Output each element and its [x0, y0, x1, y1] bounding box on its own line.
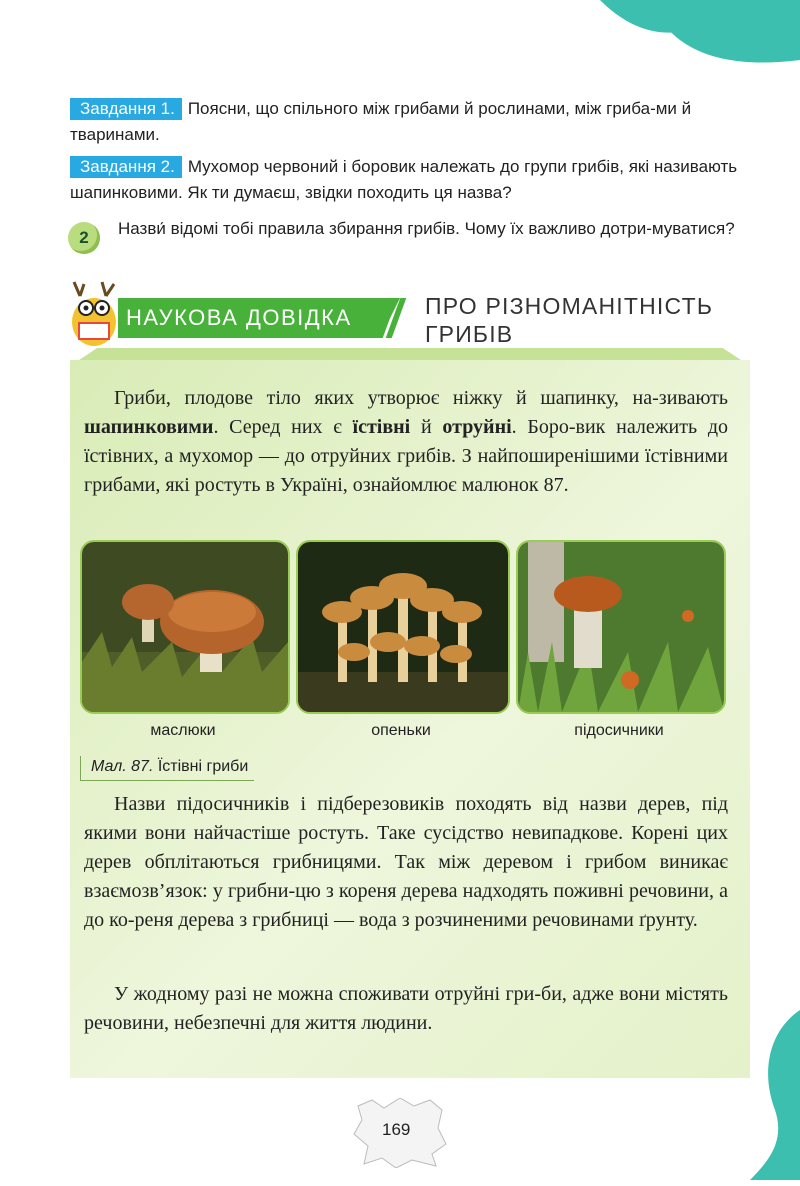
task-1-text: Поясни, що спільного між грибами й рослинами, між гриба-ми й тваринами. — [70, 99, 692, 144]
teal-splash-top — [560, 0, 800, 90]
figure-caption — [80, 756, 254, 781]
question-number: 2 — [79, 228, 89, 247]
task-2 — [70, 154, 740, 206]
task-2-label: Завдання 2. — [70, 156, 182, 178]
paragraph-1-text: . Серед них є — [213, 416, 353, 438]
question-text: Назви́ відомі тобі правила збирання грибів. Чому їх важливо дотри-муватися? — [118, 219, 735, 238]
photo-maslyuky — [80, 540, 290, 714]
paragraph-2: Назви підосичників і підберезовиків походять від назви дерев, під якими вони найчастіше ростуть. Таке сусідство невипадкове. Корені цих дерев обплітаються грибницями. Так між деревом і грибом виникає взаємозв’язок: у грибни-цю з кореня дерева надходять поживні речовини, а до ко-реня дерева з грибниці — вода з розчиненими речовинами ґрунту. — [84, 793, 728, 931]
caption-maslyuky: маслюки — [150, 722, 216, 739]
figure-label: Мал. 87. — [91, 758, 154, 775]
paragraph-1-text: . Боро-вик належить до їстівних, а мухомор — до отруйних грибів. З найпоширенішими їстівними грибами, які ростуть в Україні, ознайомлює малюнок 87. — [84, 416, 728, 496]
caption-pidosychnyky: підосичники — [574, 722, 664, 739]
caption-openky: опеньки — [371, 722, 431, 739]
term-edible: їстівні — [352, 416, 411, 438]
photo-openky — [296, 540, 510, 714]
paragraph-1-text: Гриби, плодове тіло яких утворює ніжку й шапинку, на-зивають — [114, 387, 728, 409]
section-title: ПРО РІЗНОМАНІТНІСТЬ ГРИБІВ — [425, 293, 714, 347]
question-number-badge — [68, 222, 100, 254]
science-banner-label: НАУКОВА ДОВІДКА — [126, 305, 352, 330]
task-1-label: Завдання 1. — [70, 98, 182, 120]
page-number: 169 — [382, 1120, 411, 1139]
owl-reading-icon — [66, 278, 122, 350]
term-poisonous: отруйні — [442, 416, 512, 438]
task-1 — [70, 96, 740, 148]
figure-text: Їстівні гриби — [153, 758, 249, 775]
paragraph-3: У жодному разі не можна споживати отруйні гри-би, адже вони містять речовини, небезпечні для життя людини. — [84, 983, 728, 1034]
photo-pidosychnyky — [516, 540, 726, 714]
term-cap-mushrooms: шапинковими — [84, 416, 214, 438]
paragraph-1 — [84, 384, 728, 500]
task-2-text: Мухомор червоний і боровик належать до групи грибів, які називають шапинковими. Як ти думаєш, звідки походить ця назва? — [70, 157, 738, 202]
paragraph-1-text: й — [410, 416, 443, 438]
